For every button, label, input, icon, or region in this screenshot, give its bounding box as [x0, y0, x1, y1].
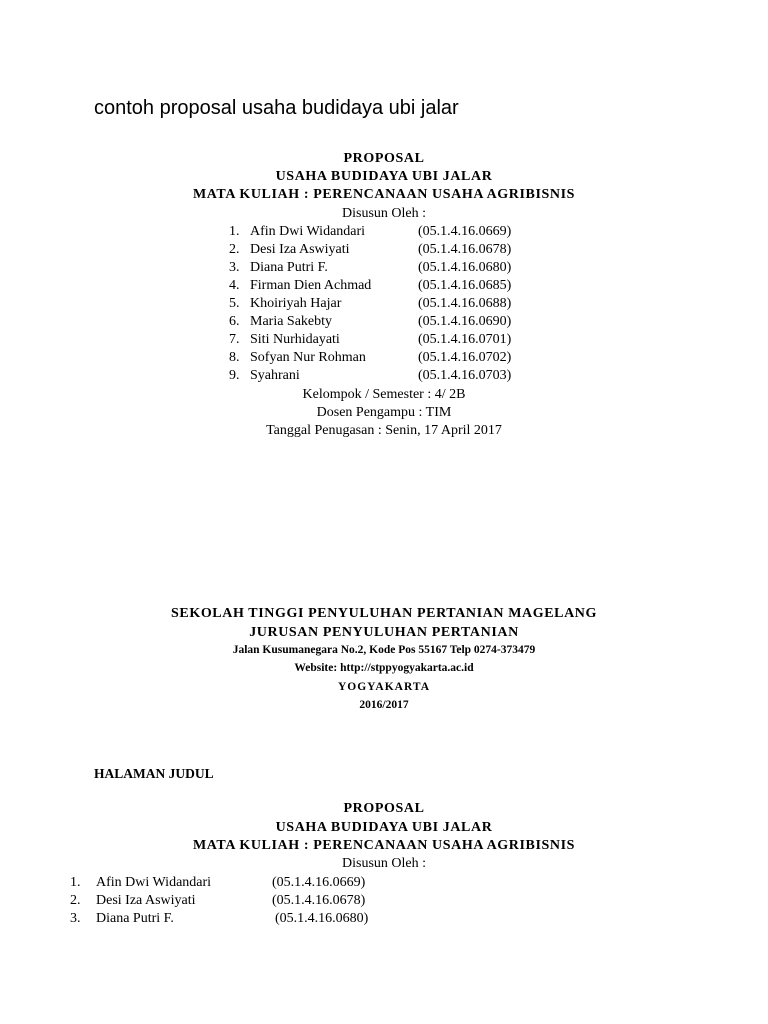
- member-name: Desi Iza Aswiyati: [250, 242, 350, 257]
- member-nim: (05.1.4.16.0680): [418, 260, 512, 275]
- section-title: HALAMAN JUDUL: [94, 766, 214, 781]
- member-name: Desi Iza Aswiyati: [96, 893, 196, 908]
- page2-heading-proposal: PROPOSAL: [343, 801, 425, 816]
- page2-heading-mata-kuliah: MATA KULIAH : PERENCANAAN USAHA AGRIBISNIS: [192, 838, 576, 853]
- member-nim: (05.1.4.16.0685): [418, 278, 512, 293]
- document-title: contoh proposal usaha budidaya ubi jalar: [94, 97, 459, 119]
- member-nim: (05.1.4.16.0680): [275, 911, 369, 926]
- institution-name: SEKOLAH TINGGI PENYULUHAN PERTANIAN MAGELANG: [171, 606, 597, 621]
- member-number: 6.: [229, 314, 240, 329]
- member-nim: (05.1.4.16.0702): [418, 350, 512, 365]
- cover-heading-proposal: PROPOSAL: [343, 151, 425, 166]
- member-nim: (05.1.4.16.0701): [418, 332, 512, 347]
- page2-heading-usaha: USAHA BUDIDAYA UBI JALAR: [275, 820, 493, 835]
- member-name: Diana Putri F.: [250, 260, 328, 275]
- member-nim: (05.1.4.16.0688): [418, 296, 512, 311]
- member-number: 4.: [229, 278, 240, 293]
- cover-kelompok: Kelompok / Semester : 4/ 2B: [302, 387, 466, 402]
- member-number: 3.: [70, 911, 81, 926]
- member-nim: (05.1.4.16.0678): [418, 242, 512, 257]
- member-nim: (05.1.4.16.0678): [272, 893, 366, 908]
- cover-heading-usaha: USAHA BUDIDAYA UBI JALAR: [275, 169, 493, 184]
- member-number: 2.: [229, 242, 240, 257]
- member-name: Maria Sakebty: [250, 314, 333, 329]
- member-number: 3.: [229, 260, 240, 275]
- member-number: 7.: [229, 332, 240, 347]
- member-name: Afin Dwi Widandari: [250, 224, 366, 239]
- member-number: 2.: [70, 893, 81, 908]
- cover-disusun-oleh: Disusun Oleh :: [342, 206, 426, 221]
- member-name: Firman Dien Achmad: [250, 278, 372, 293]
- member-name: Syahrani: [250, 368, 300, 383]
- member-name: Siti Nurhidayati: [250, 332, 340, 347]
- member-name: Khoiriyah Hajar: [250, 296, 342, 311]
- institution-year: 2016/2017: [359, 699, 409, 711]
- cover-heading-mata-kuliah: MATA KULIAH : PERENCANAAN USAHA AGRIBISNIS: [192, 187, 576, 202]
- institution-website: Website: http://stppyogyakarta.ac.id: [294, 662, 474, 674]
- member-name: Sofyan Nur Rohman: [250, 350, 366, 365]
- member-number: 8.: [229, 350, 240, 365]
- member-name: Afin Dwi Widandari: [96, 875, 212, 890]
- institution-address: Jalan Kusumanegara No.2, Kode Pos 55167 Telp 0274-373479: [232, 644, 536, 656]
- page2-disusun-oleh: Disusun Oleh :: [342, 856, 426, 871]
- institution-city: YOGYAKARTA: [337, 681, 431, 693]
- member-number: 1.: [70, 875, 81, 890]
- member-number: 1.: [229, 224, 240, 239]
- cover-tanggal: Tanggal Penugasan : Senin, 17 April 2017: [266, 423, 502, 438]
- member-nim: (05.1.4.16.0703): [418, 368, 512, 383]
- institution-dept: JURUSAN PENYULUHAN PERTANIAN: [249, 625, 519, 640]
- member-number: 9.: [229, 368, 240, 383]
- member-name: Diana Putri F.: [96, 911, 174, 926]
- member-nim: (05.1.4.16.0669): [272, 875, 366, 890]
- member-nim: (05.1.4.16.0690): [418, 314, 512, 329]
- member-number: 5.: [229, 296, 240, 311]
- cover-dosen: Dosen Pengampu : TIM: [316, 405, 452, 420]
- member-nim: (05.1.4.16.0669): [418, 224, 512, 239]
